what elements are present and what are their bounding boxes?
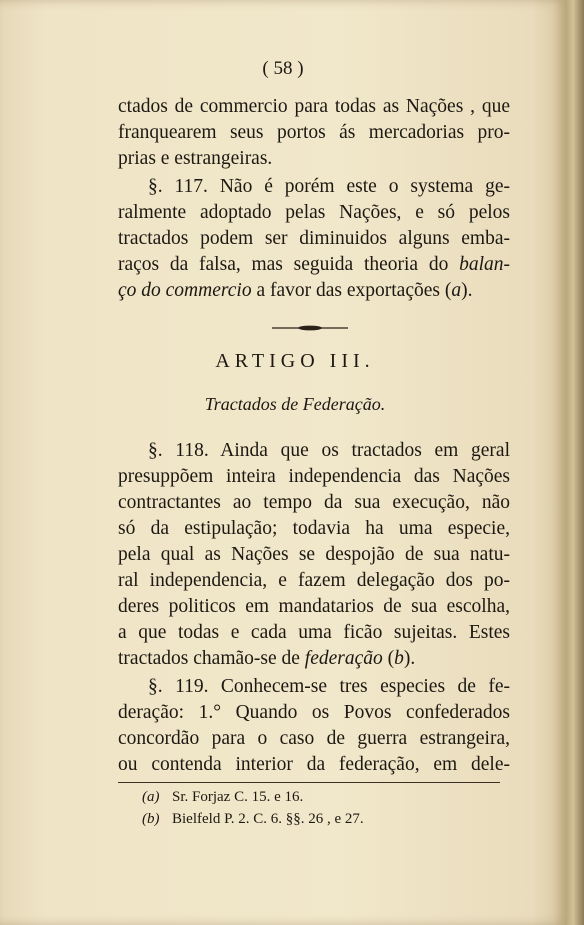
ornament-rule: [270, 324, 350, 332]
footnote-text: Sr. Forjaz C. 15. e 16.: [172, 789, 304, 805]
italic-span: b: [394, 648, 404, 669]
text-line: prias e estrangeiras.: [118, 148, 273, 169]
footnote-mark: (a): [142, 789, 160, 805]
text-line: pela qual as Nações se despojão de sua natu-: [118, 544, 510, 565]
text-line: presuppõem inteira independencia das Nações: [118, 466, 510, 487]
text-line: ctados de commercio para todas as Nações , que: [118, 96, 510, 117]
footnote: [142, 789, 303, 806]
italic-span: federação: [304, 648, 383, 669]
text-span: (: [382, 648, 395, 669]
footnote-text: Bielfeld P. 2. C. 6. §§. 26 , e 27.: [172, 811, 364, 827]
text-line: franquearem seus portos ás mercadorias pro-: [118, 122, 510, 143]
section-heading: ARTIGO III.: [215, 350, 375, 372]
text-line: ralmente adoptado pelas Nações, e só pelos: [118, 202, 510, 223]
text-line: §. 118. Ainda que os tractados em geral: [148, 440, 510, 461]
text-line: tractados podem ser diminuidos alguns emba-: [118, 228, 510, 249]
italic-span: ço do commercio: [118, 280, 252, 301]
page-edge: [566, 0, 584, 925]
text-line: deres politicos em mandatarios de sua escolha,: [118, 596, 510, 617]
footnote-mark: (b): [142, 811, 160, 827]
section-subheading: Tractados de Federação.: [204, 394, 386, 414]
text-line: ou contenda interior da federação, em dele-: [118, 754, 510, 775]
text-line: a que todas e cada uma ficão sujeitas. Estes: [118, 622, 510, 643]
italic-span: balan-: [459, 254, 510, 275]
text-span: tractados chamão-se de: [118, 648, 305, 669]
text-line: [118, 254, 510, 276]
text-line: §. 119. Conhecem-se tres especies de fe-: [148, 676, 510, 697]
page-number: ( 58 ): [262, 58, 304, 79]
text-line: só da estipulação; todavia ha uma especie,: [118, 518, 510, 539]
text-span: a favor das exportações (: [251, 280, 452, 301]
text-line: concordão para o caso de guerra estrangeira,: [118, 728, 510, 749]
text-span: ).: [403, 648, 416, 669]
text-line: §. 117. Não é porém este o systema ge-: [148, 176, 510, 197]
text-span: raços da falsa, mas seguida theoria do: [118, 254, 460, 275]
footnote: [142, 811, 364, 828]
text-line: [118, 648, 510, 670]
text-line: deração: 1.° Quando os Povos confederados: [118, 702, 510, 723]
footnote-divider: [118, 782, 500, 783]
italic-span: a: [451, 280, 462, 301]
text-line: contractantes ao tempo da sua execução, não: [118, 492, 510, 513]
text-line: [118, 280, 510, 302]
text-span: ).: [461, 280, 473, 301]
text-line: ral independencia, e fazem delegação dos po-: [118, 570, 510, 591]
